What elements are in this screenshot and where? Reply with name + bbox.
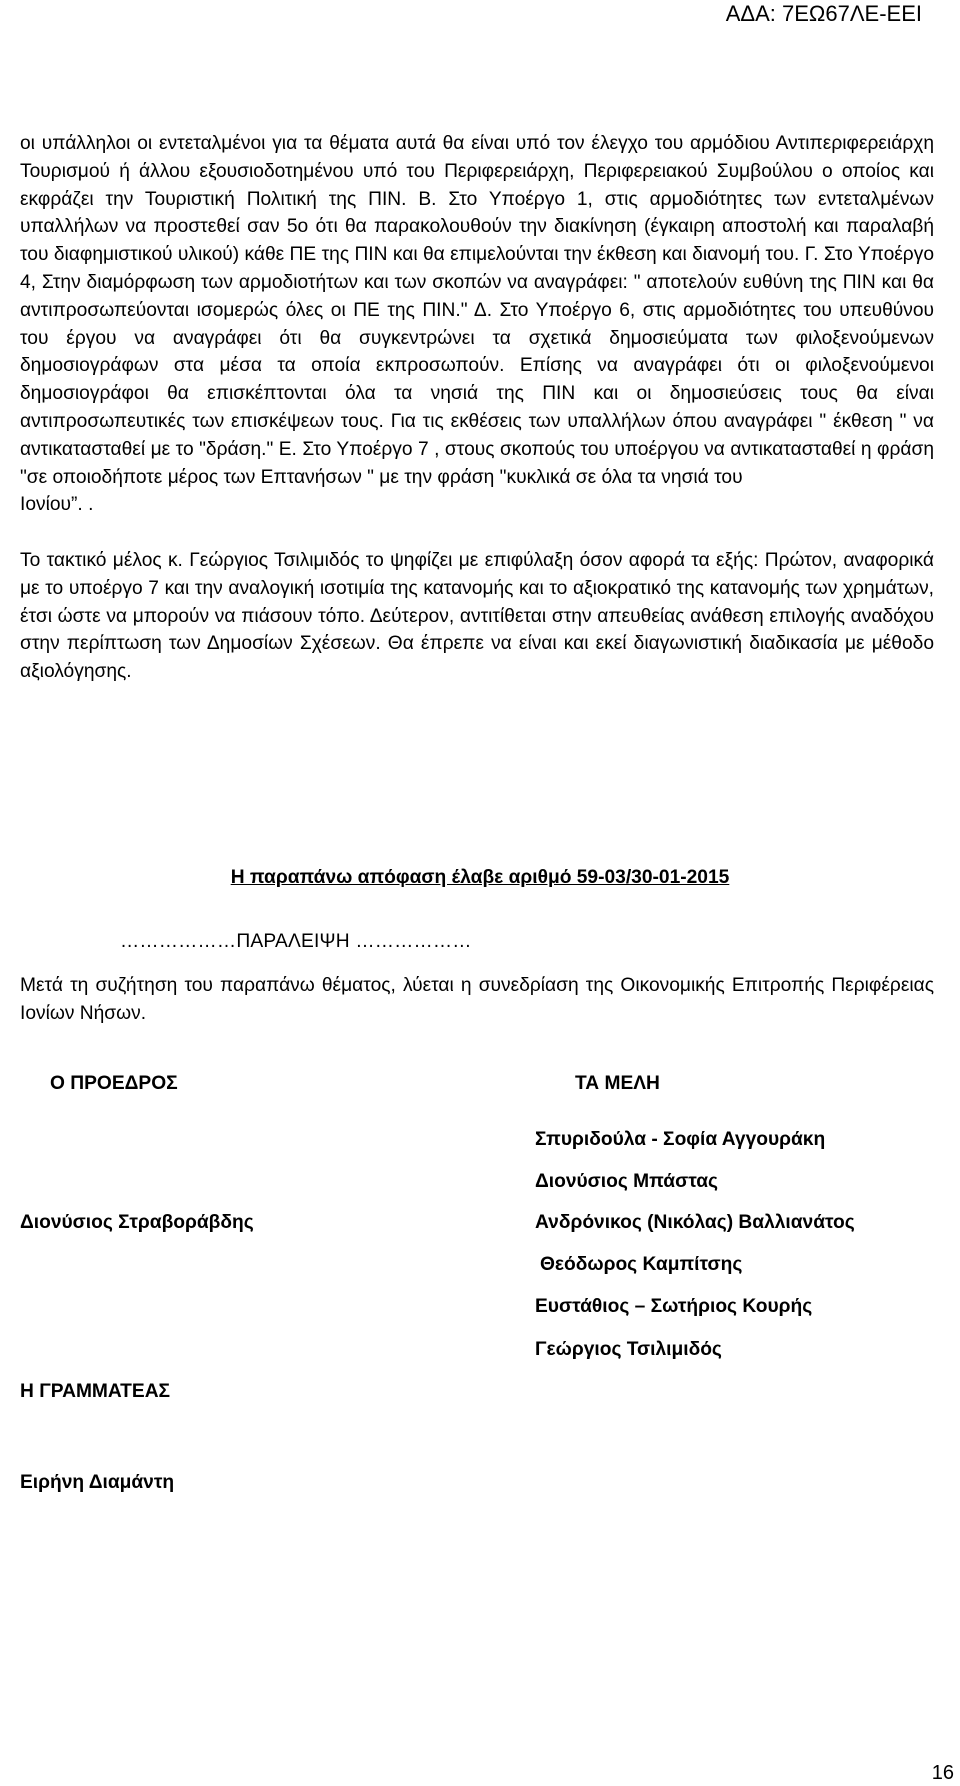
member-name: Σπυριδούλα - Σοφία Αγγουράκη: [535, 1129, 826, 1150]
ada-code: ΑΔΑ: 7ΕΩ67ΛΕ-ΕΕΙ: [725, 1, 922, 26]
omission-marker: ………………ΠΑΡΑΛΕΙΨΗ ………………: [120, 931, 472, 952]
closing-text: Μετά τη συζήτηση του παραπάνω θέματος, λύεται η συνεδρίαση της Οικονομικής Επιτροπής Περιφέρειας Ιονίων Νήσων.: [20, 975, 934, 1024]
president-title: Ο ΠΡΟΕΔΡΟΣ: [50, 1073, 178, 1094]
decision-number: Η παραπάνω απόφαση έλαβε αριθμό 59-03/30-01-2015: [230, 867, 730, 888]
document-body: [20, 130, 934, 686]
paragraph-amendments: [20, 130, 934, 491]
secretary-name: Ειρήνη Διαμάντη: [20, 1472, 175, 1493]
members-title: ΤΑ ΜΕΛΗ: [575, 1073, 660, 1094]
member-name: Ευστάθιος – Σωτήριος Κουρής: [535, 1296, 813, 1317]
member-name: Ανδρόνικος (Νικόλας) Βαλλιανάτος: [535, 1212, 855, 1233]
secretary-title: Η ΓΡΑΜΜΑΤΕΑΣ: [20, 1381, 171, 1402]
paragraph-amendments-text: οι υπάλληλοι οι εντεταλμένοι για τα θέματα αυτά θα είναι υπό τον έλεγχο του αρμόδιου Αντιπεριφερειάρχη Τουρισμού ή άλλου εξουσιοδοτημένου υπό του Περιφερειάρχη, Περιφερειακού Συμβούλου ο οποίος και εκφράζει την Τουριστική Πολιτική της ΠΙΝ. Β. Στο Υποέργο 1, στις αρμοδιότητες των εντεταλμένων υπαλλήλων να προστεθεί σαν 5ο ότι θα παρακολουθούν την διακίνηση (έγκαιρη αποστολή και παραλαβή του διαφημιστικού υλικού) κάθε ΠΕ της ΠΙΝ και θα επιμελούνται την έκθεση και διανομή του. Γ. Στο Υποέργο 4, Στην διαμόρφωση των αρμοδιοτήτων και των σκοπών να αναγράφει: " αποτελούν ευθύνη της ΠΙΝ και θα αντιπροσωπεύονται ισομερώς όλες οι ΠΕ της ΠΙΝ." Δ. Στο Υποέργο 6, στις αρμοδιότητες του υπευθύνου του έργου να αναγράφει ότι θα συγκεντρώνει τα σχετικά δημοσιεύματα των φιλοξενούμενων δημοσιογράφων στα μέσα τα οποία εκπροσωπούν. Επίσης να αναγράφει ότι οι φιλοξενούμενοι δημοσιογράφοι θα επισκέπτονται όλα τα νησιά της ΠΙΝ και οι δημοσιεύσεις τους θα είναι αντιπροσωπευτικές των επισκέψεων τους. Για τις εκθέσεις των υπαλλήλων όπου αναγράφει " έκθεση " να αντικατασταθεί με το "δράση." Ε. Στο Υποέργο 7 , στους σκοπούς του υποέργου να αντικατασταθεί η φράση "σε οποιοδήποτε μέρος των Επτανήσων " με την φράση "κυκλικά σε όλα τα νησιά του: [20, 133, 934, 488]
member-name: Διονύσιος Μπάστας: [535, 1171, 719, 1192]
page-number: 16: [931, 1762, 954, 1784]
paragraph-reservation: Το τακτικό μέλος κ. Γεώργιος Τσιλιμιδός το ψηφίζει με επιφύλαξη όσον αφορά τα εξής: Πρώτον, αναφορικά με το υποέργο 7 και την αναλογική ισοτιμία της κατανομής και το αξιοκρατικό της κατανομής των χρημάτων, έτσι ώστε να μπορούν να πιάσουν τόπο. Δεύτερον, αντιτίθεται στην απευθείας ανάθεση επιλογής αναδόχου στην περίπτωση των Δημοσίων Σχέσεων. Θα έπρεπε να είναι και εκεί διαγωνιστική διαδικασία με μέθοδο αξιολόγησης.: [20, 549, 934, 683]
member-name: Θεόδωρος Καμπίτσης: [540, 1254, 743, 1275]
member-name: Γεώργιος Τσιλιμιδός: [535, 1339, 722, 1360]
paragraph-amendments-end: Ιονίου”. .: [20, 494, 94, 516]
closing-paragraph: [20, 972, 934, 1028]
president-name: Διονύσιος Στραβοράβδης: [20, 1212, 254, 1233]
